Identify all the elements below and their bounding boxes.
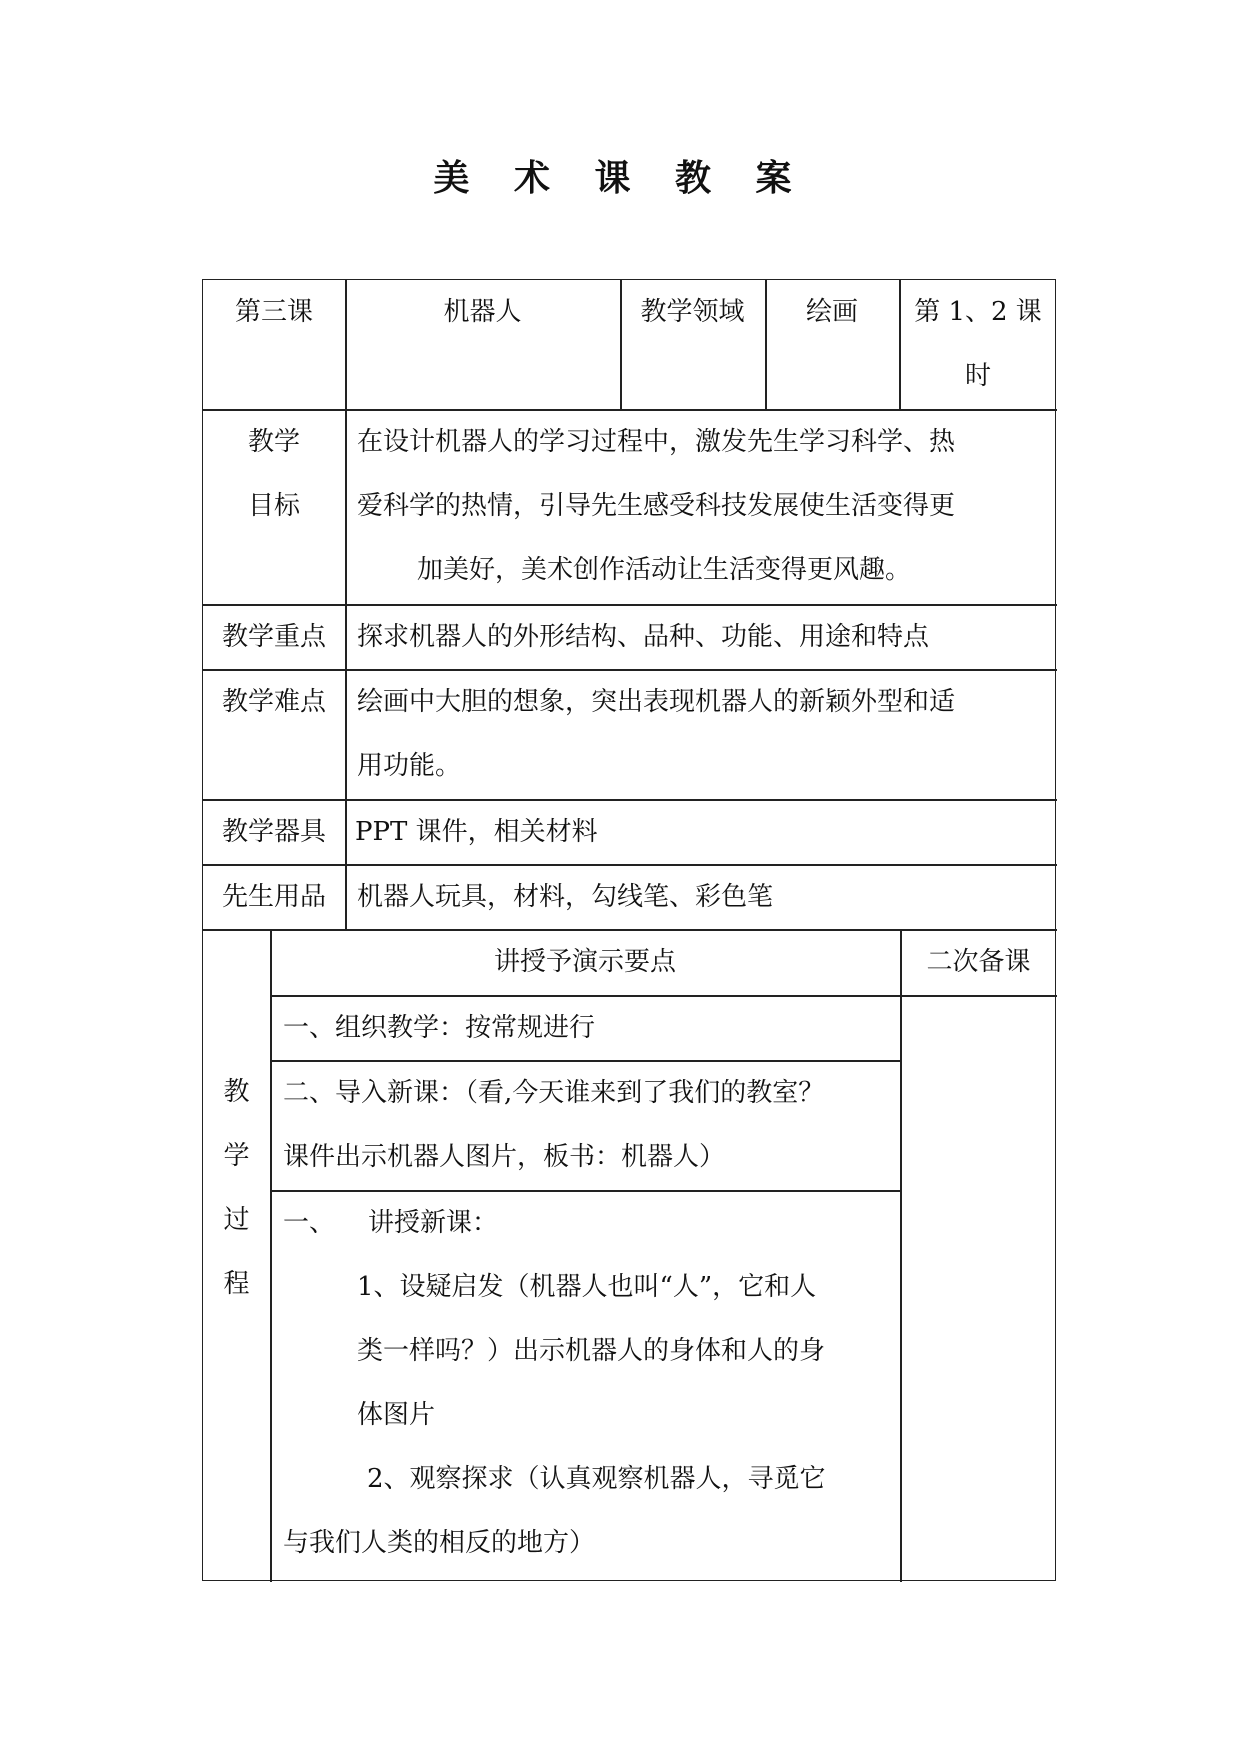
period-count-line2: 时 <box>964 361 991 391</box>
tools-text: PPT 课件，相关材料 <box>355 817 598 847</box>
objectives-label: 教学 目标 <box>247 427 300 521</box>
sub-step-1: 1、设疑启发（机器人也叫“人”，它和人 <box>357 1272 817 1302</box>
period-count-line1: 第 1、2 课 <box>914 297 1042 327</box>
key-points-text: 探求机器人的外形结构、品种、功能、用途和特点 <box>357 622 930 652</box>
lesson-plan-table <box>202 279 1056 1581</box>
process-column-header: 讲授予演示要点 <box>493 947 676 977</box>
notes-column-header: 二次备课 <box>926 947 1031 977</box>
sub-step-2: 2、观察探求（认真观察机器人，寻觅它 <box>367 1464 826 1494</box>
difficulties-text: 绘画中大胆的想象，突出表现机器人的新颖外型和适 用功能。 <box>357 687 956 781</box>
lesson-number: 第三课 <box>234 297 313 327</box>
objectives-text: 在设计机器人的学习过程中，激发先生学习科学、热 爱科学的热情，引导先生感受科技发展使生活变得更 加美好，美术创作活动让生活变得更风趣。 <box>357 427 956 585</box>
step-teach: 一、 讲授新课： 1、设疑启发（机器人也叫“人”，它和人 类一样吗？）出示机器人的身体和人的身 体图片 2、观察探求（认真观察机器人，寻觅它 与我们人类的相反的地方） <box>283 1191 898 1575</box>
student-items-text: 机器人玩具，材料，勾线笔、彩色笔 <box>357 882 774 912</box>
student-items-label: 先生用品 <box>221 882 326 912</box>
process-label: 教 学 过 程 <box>223 1077 250 1299</box>
domain-label: 教学领域 <box>640 297 745 327</box>
difficulties-label: 教学难点 <box>221 687 326 717</box>
step-teach-heading: 一、 讲授新课： <box>283 1208 499 1238</box>
lesson-topic: 机器人 <box>443 297 522 327</box>
rule-col-label <box>345 280 347 929</box>
step-introduce: 二、导入新课：（看,今天谁来到了我们的教室？ 课件出示机器人图片，板书：机器人） <box>283 1078 825 1172</box>
step-organize: 一、组织教学：按常规进行 <box>283 1013 596 1043</box>
domain-value: 绘画 <box>805 297 858 327</box>
rule-col-process-label <box>270 929 272 1582</box>
rule-col-notes <box>900 929 902 1582</box>
period-count <box>899 280 1057 408</box>
key-points-label: 教学重点 <box>221 622 326 652</box>
document-title: 美 术 课 教 案 <box>433 157 808 199</box>
tools-label: 教学器具 <box>221 817 326 847</box>
